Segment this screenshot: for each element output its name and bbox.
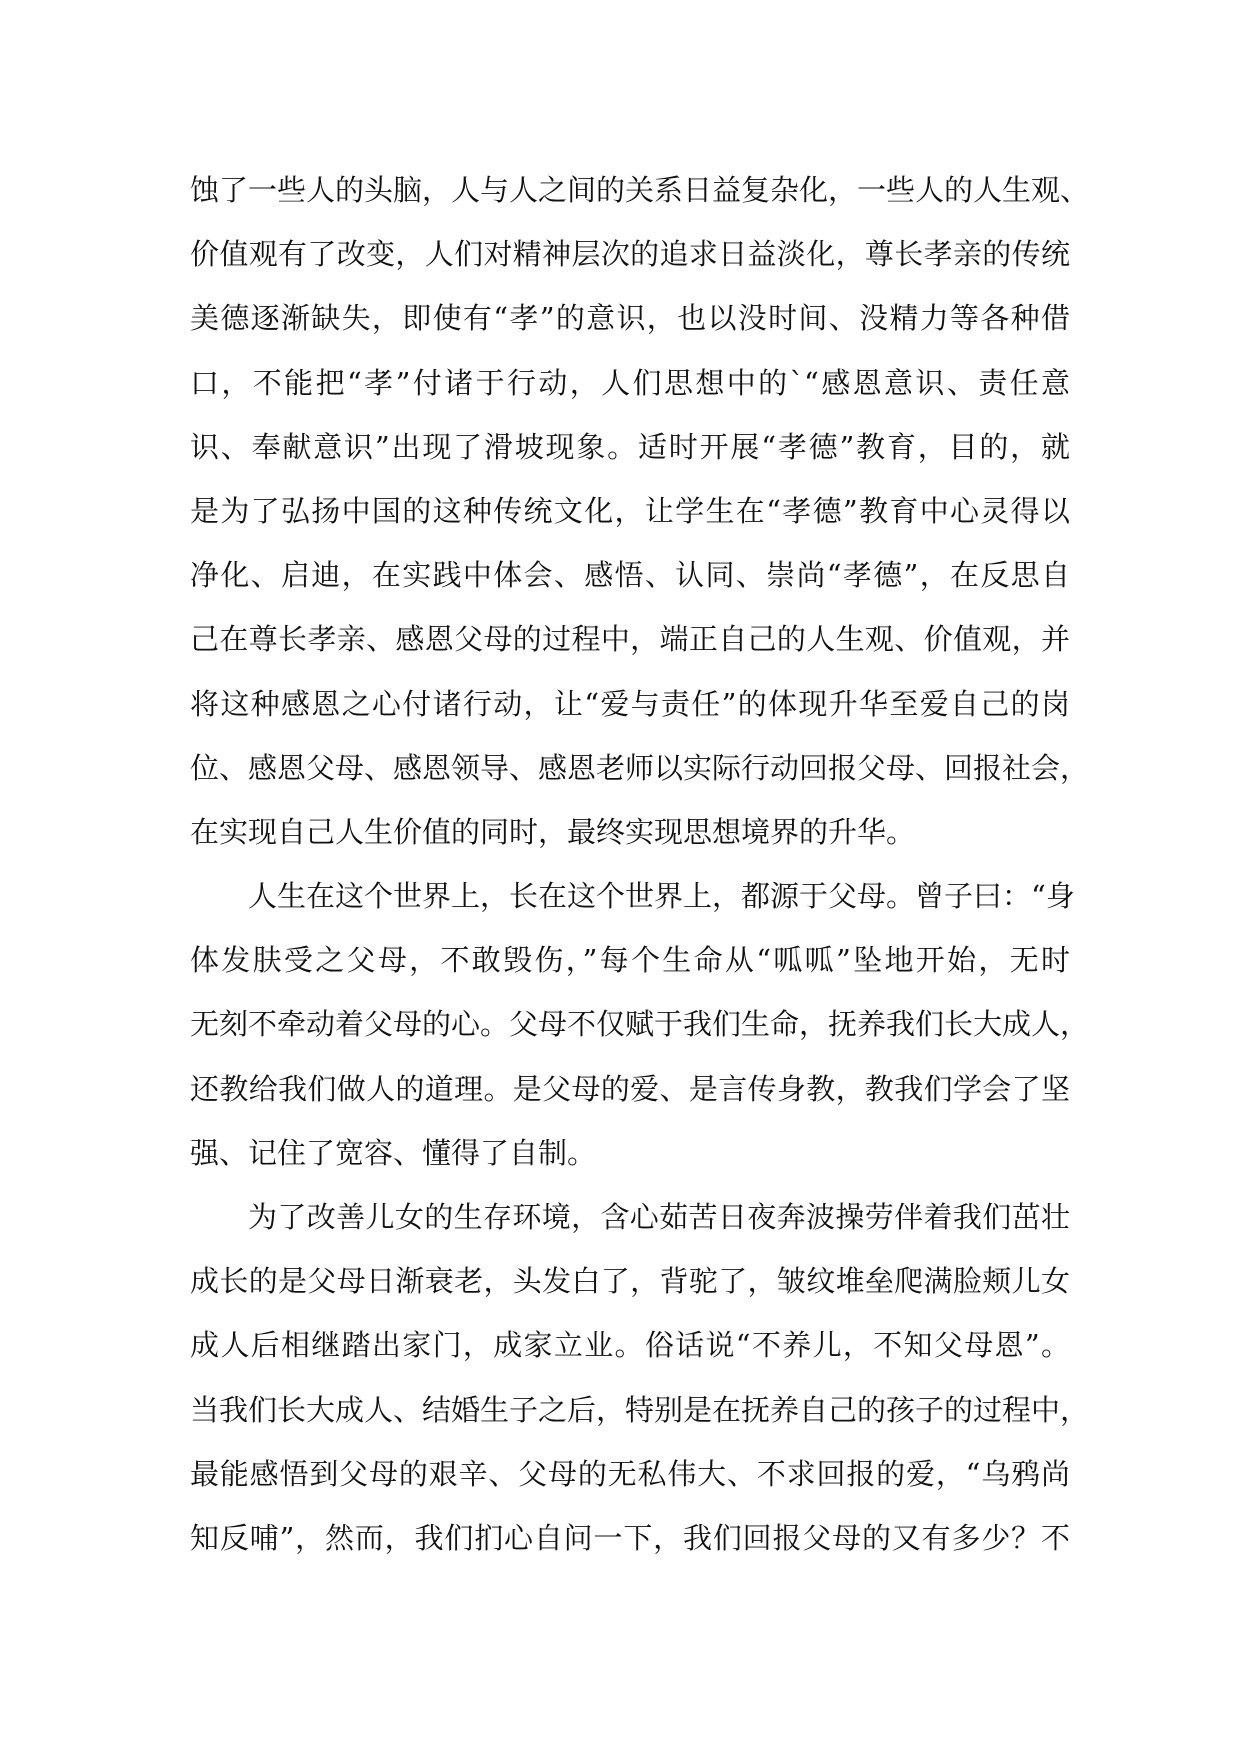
text-line: 在实现自己人生价值的同时，最终实现思想境界的升华。	[190, 814, 916, 849]
text-line: 知反哺”，然而，我们扪心自问一下，我们回报父母的又有多少？不	[190, 1520, 1070, 1555]
text-line: 价值观有了改变，人们对精神层次的追求日益淡化，尊长孝亲的传统	[190, 237, 1070, 272]
text-line: 成长的是父母日渐衰老，头发白了，背驼了，皱纹堆垒爬满脸颊儿女	[190, 1264, 1070, 1299]
text-line: 成人后相继踏出家门，成家立业。俗话说“不养儿，不知父母恩”。	[190, 1328, 1070, 1363]
text-line: 将这种感恩之心付诸行动，让“爱与责任”的体现升华至爱自己的岗	[190, 686, 1070, 721]
text-line: 净化、启迪，在实践中体会、感悟、认同、崇尚“孝德”，在反思自	[190, 558, 1070, 593]
paragraph-first-line: 为了改善儿女的生存环境，含心茹苦日夜奔波操劳伴着我们茁壮	[248, 1200, 1070, 1234]
text-line: 强、记住了宽容、懂得了自制。	[190, 1135, 597, 1170]
text-line: 口，不能把“孝”付诸于行动，人们思想中的`“感恩意识、责任意	[190, 365, 1070, 400]
body-text	[190, 158, 1090, 1570]
text-line: 己在尊长孝亲、感恩父母的过程中，端正自己的人生观、价值观，并	[190, 622, 1070, 657]
paragraph-first-line: 人生在这个世界上，长在这个世界上，都源于父母。曾子曰：“身	[248, 879, 1075, 914]
text-line: 无刻不牵动着父母的心。父母不仅赋于我们生命，抚养我们长大成人，	[190, 1007, 1090, 1042]
text-line: 体发肤受之父母，不敢毁伤，”每个生命从“呱呱”坠地开始，无时	[190, 943, 1070, 978]
text-line: 识、奉献意识”出现了滑坡现象。适时开展“孝德”教育，目的，就	[190, 429, 1070, 464]
text-line: 美德逐渐缺失，即使有“孝”的意识，也以没时间、没精力等各种借	[190, 301, 1070, 336]
text-line: 位、感恩父母、感恩领导、感恩老师以实际行动回报父母、回报社会，	[190, 750, 1090, 785]
text-line: 蚀了一些人的头脑，人与人之间的关系日益复杂化，一些人的人生观、	[190, 173, 1090, 207]
text-line: 是为了弘扬中国的这种传统文化，让学生在“孝德”教育中心灵得以	[190, 493, 1070, 528]
text-line: 还教给我们做人的道理。是父母的爱、是言传身教，教我们学会了坚	[190, 1071, 1070, 1106]
text-line: 当我们长大成人、结婚生子之后，特别是在抚养自己的孩子的过程中，	[190, 1392, 1090, 1427]
text-line: 最能感悟到父母的艰辛、父母的无私伟大、不求回报的爱，“乌鸦尚	[190, 1456, 1070, 1491]
